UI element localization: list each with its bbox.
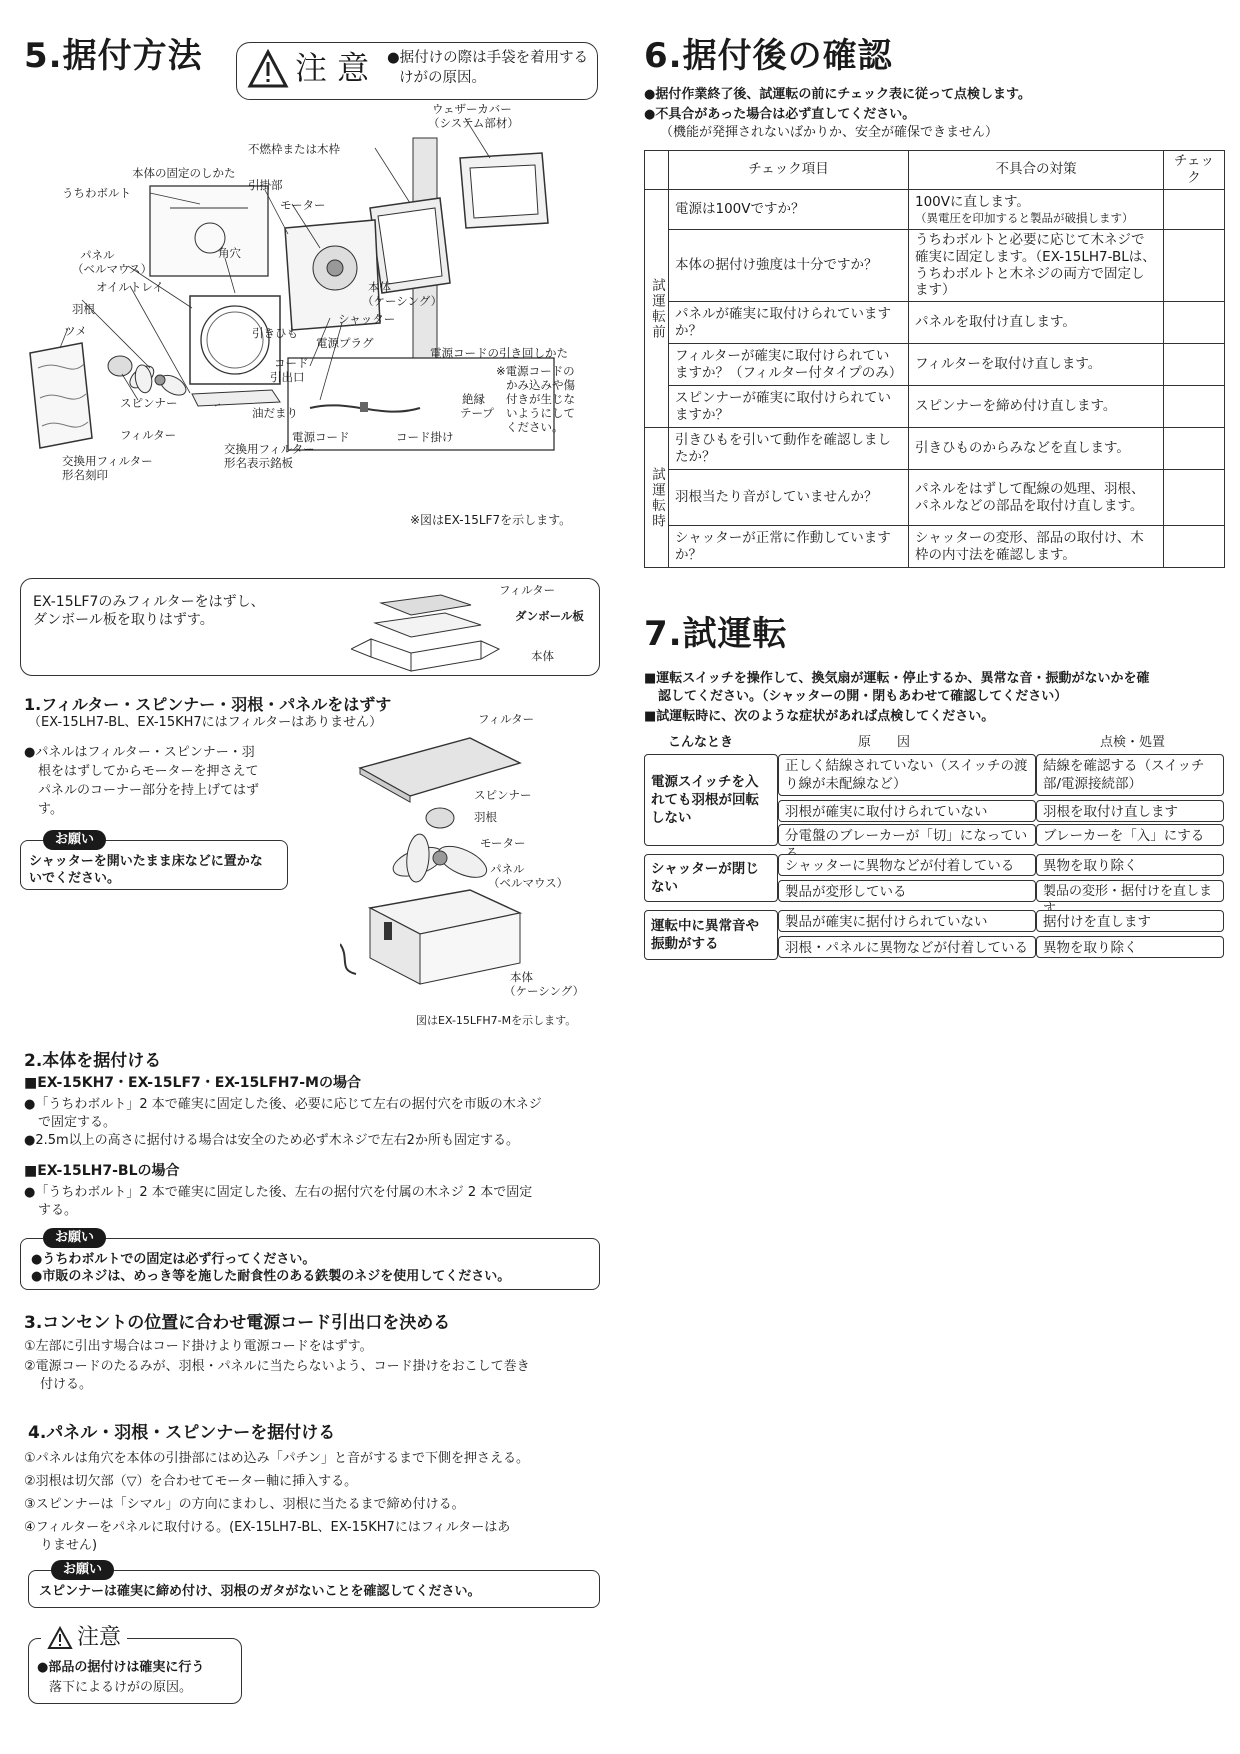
check-table-wrap: [644, 150, 1224, 568]
label-panel-sub: （ベルマウス）: [72, 262, 153, 276]
row-check-cell[interactable]: [1164, 470, 1225, 526]
label-body-sub: （ケーシング）: [362, 294, 443, 308]
cardboard-drawing: [351, 583, 501, 673]
request-badge: お願い: [43, 830, 106, 850]
bottom-caution-heading: 注意: [77, 1625, 122, 1650]
row-item: 本体の据付け強度は十分ですか？: [669, 229, 909, 302]
row-check-cell[interactable]: [1164, 428, 1225, 470]
step1-bullet-1: ●パネルはフィルター・スピンナー・羽: [24, 745, 255, 760]
check-table: [644, 150, 1225, 568]
label-spinner: スピンナー: [120, 396, 178, 410]
label-cord-outlet: コード: [274, 356, 309, 370]
row-item: フィルターが確実に取付けられていますか？（フィルター付タイプのみ）: [669, 344, 909, 386]
group-before-test: 試運転前: [645, 189, 669, 428]
section7-bullet-2: ■試運転時に、次のような症状があれば点検してください。: [644, 709, 995, 724]
header-check: チェック: [1164, 151, 1225, 190]
caution-heading: 注 意: [295, 49, 370, 87]
label-power-cord: 電源コード: [292, 430, 350, 444]
step1-subtitle: （EX-15LH7-BL、EX-15KH7にはフィルターはありません）: [28, 715, 383, 730]
label-hook: 引掛部: [248, 178, 283, 192]
row-fix-note: （異電圧を印加すると製品が破損します）: [915, 210, 1134, 225]
label-pull-string: 引きひも: [252, 326, 298, 340]
row-item: 電源は100Vですか？: [669, 189, 909, 229]
trouble-cause: シャッターに異物などが付着している: [778, 854, 1036, 876]
label-shutter: シャッター: [338, 312, 396, 326]
trouble-header-cause: 原 因: [858, 735, 911, 750]
trouble-action: 異物を取り除く: [1036, 854, 1224, 876]
label-cord-note-1: ※電源コードの: [496, 364, 575, 378]
bottom-caution-box: [28, 1625, 242, 1704]
fig2-label-panel-sub: （ベルマウス）: [488, 876, 569, 890]
step1-title: 1.フィルター・スピンナー・羽根・パネルをはずす: [24, 695, 392, 714]
step4-title: 4.パネル・羽根・スピンナーを据付ける: [28, 1423, 336, 1443]
warning-triangle-icon: [47, 1626, 73, 1650]
table-row: [645, 229, 1225, 302]
row-item: シャッターが正常に作動していますか？: [669, 526, 909, 568]
trouble-action: 製品の変形・据付けを直しま: [1036, 880, 1224, 902]
step2-case-1: ■EX-15KH7・EX-15LF7・EX-15LFH7-Mの場合: [24, 1075, 361, 1091]
table-row: [645, 428, 1225, 470]
label-oil-tray: オイルトレイ: [96, 280, 164, 294]
row-item: 引きひもを引いて動作を確認しましたか？: [669, 428, 909, 470]
step1-request-2: いでください。: [29, 871, 121, 886]
label-filter-mark-2: 形名刻印: [62, 468, 108, 482]
trouble-cause: 羽根が確実に取付けられていない: [778, 800, 1036, 822]
request-badge: お願い: [43, 1228, 106, 1248]
row-fix: パネルをはずして配線の処理、羽根、パネルなどの部品を取付け直します。: [909, 470, 1164, 526]
fig2-label-body: 本体: [510, 970, 533, 984]
trouble-cause: 羽根・パネルに異物などが付着している: [778, 936, 1036, 958]
table-row: [645, 302, 1225, 344]
step4-request: スピンナーは確実に締め付け、羽根のガタがないことを確認してください。: [39, 1584, 481, 1599]
trouble-action: 羽根を取付け直します: [1036, 800, 1224, 822]
step2-request-2: ●市販のネジは、めっき等を施した耐食性のある鉄製のネジを使用してください。: [31, 1269, 511, 1284]
step1-request-box: [20, 832, 288, 890]
step2-case2-bullet-1a: ●「うちわボルト」2 本で確実に固定した後、左右の据付穴を付属の木ネジ 2 本で固定: [24, 1185, 533, 1200]
section7-bullet-1a: ■運転スイッチを操作して、換気扇が運転・停止するか、異常な音・振動がないかを確: [644, 671, 1150, 686]
trouble-action: ブレーカーを「入」にする: [1036, 824, 1224, 846]
row-item: スピンナーが確実に取付けられていますか？: [669, 386, 909, 428]
trouble-cause: 製品が変形している: [778, 880, 1036, 902]
row-check-cell[interactable]: [1164, 386, 1225, 428]
label-filter-plate: 交換用フィルター: [224, 442, 315, 456]
trouble-table: [644, 754, 1224, 960]
cardboard-text-2: ダンボール板を取りはずす。: [33, 612, 214, 628]
label-cord-note-4: いようにして: [506, 406, 575, 420]
fig2-label-panel: パネル: [490, 862, 525, 876]
step3-title: 3.コンセントの位置に合わせ電源コード引出口を決める: [24, 1313, 451, 1333]
cardboard-label-board: ダンボール板: [515, 609, 584, 623]
step1-bullet-4: す。: [38, 802, 63, 817]
table-row: [645, 386, 1225, 428]
row-check-cell[interactable]: [1164, 526, 1225, 568]
table-row: [645, 526, 1225, 568]
trouble-when-3: 運転中に異常音や振動がする: [644, 910, 778, 960]
label-filter-mark: 交換用フィルター: [62, 454, 153, 468]
bottom-caution-line-1: ●部品の据付けは確実に行う: [37, 1660, 205, 1675]
label-weather-cover: ウェザーカバー: [432, 102, 512, 116]
table-row: [645, 344, 1225, 386]
label-blade: 羽根: [72, 302, 95, 316]
step4-item-2: ②羽根は切欠部（▽）を合わせてモーター軸に挿入する。: [24, 1474, 358, 1489]
label-filter-plate-2: 形名表示銘板: [224, 456, 293, 470]
disassembly-figure: [340, 708, 600, 1030]
label-insulation: 絶縁: [462, 392, 485, 406]
fig2-label-motor: モーター: [480, 836, 526, 850]
row-fix: シャッターの変形、部品の取付け、木枠の内寸法を確認します。: [909, 526, 1164, 568]
label-panel: パネル: [80, 248, 115, 262]
request-badge: お願い: [51, 1560, 114, 1580]
section6-bullet-1: ●据付作業終了後、試運転の前にチェック表に従って点検します。: [644, 87, 1031, 102]
step3-item-1: ①左部に引出す場合はコード掛けより電源コードをはずす。: [24, 1339, 373, 1354]
step2-case1-bullet-1a: ●「うちわボルト」2 本で確実に固定した後、必要に応じて左右の据付穴を市販の木ネジ: [24, 1097, 542, 1112]
fig2-note: 図はEX-15LFH7-Mを示します。: [416, 1014, 577, 1027]
label-cord-hook: コード掛け: [396, 430, 454, 444]
trouble-cause: 分電盤のブレーカーが「切」になってい: [778, 824, 1036, 846]
fig2-label-blade: 羽根: [474, 810, 497, 824]
label-oil-pool: 油だまり: [252, 406, 298, 420]
trouble-cause: 製品が確実に据付けられていない: [778, 910, 1036, 932]
check-table-header: [645, 151, 1225, 190]
label-fix-method: 本体の固定のしかた: [132, 166, 236, 180]
section6-title: 6.据付後の確認: [644, 36, 893, 76]
label-body: 本体: [368, 280, 391, 294]
caution-line-1: ●据付けの際は手袋を着用する: [387, 50, 589, 66]
row-fix: うちわボルトと必要に応じて木ネジで確実に固定します。（EX-15LH7-BLは、うちわボルトと木ネジの両方で固定します）: [909, 229, 1164, 302]
figure-note: ※図はEX-15LF7を示します。: [410, 513, 572, 527]
warning-triangle-icon: [247, 49, 289, 89]
row-fix-main: 100Vに直します。: [915, 193, 1030, 210]
section5-title: 5.据付方法: [24, 36, 203, 76]
row-fix: 引きひものからみなどを直します。: [909, 428, 1164, 470]
label-bolt: うちわボルト: [62, 186, 131, 200]
step4-item-3: ③スピンナーは「シマル」の方向にまわし、羽根に当たるまで締め付ける。: [24, 1497, 465, 1512]
section7-bullet-1b: 認してください。（シャッターの開・閉もあわせて確認してください）: [658, 689, 1068, 704]
step3-item-2a: ②電源コードのたるみが、羽根・パネルに当たらないよう、コード掛けをおこして巻き: [24, 1359, 530, 1374]
step2-request-box: [20, 1230, 600, 1290]
fig2-label-filter: フィルター: [478, 712, 535, 726]
trouble-action: 結線を確認する（スイッチ部/電源接続部）: [1036, 754, 1224, 796]
trouble-action: 異物を取り除く: [1036, 936, 1224, 958]
row-fix: フィルターを取付け直します。: [909, 344, 1164, 386]
trouble-cause: 正しく結線されていない（スイッチの渡り線が未配線など）: [778, 754, 1036, 796]
step2-case1-bullet-1b: で固定する。: [38, 1115, 117, 1130]
row-fix: パネルを取付け直します。: [909, 302, 1164, 344]
installation-diagram: [20, 102, 600, 538]
row-check-cell[interactable]: [1164, 302, 1225, 344]
row-check-cell[interactable]: [1164, 229, 1225, 302]
step2-title: 2.本体を据付ける: [24, 1051, 162, 1071]
section6-bullet-2: ●不具合があった場合は必ず直してください。: [644, 107, 916, 122]
label-cord-route: 電源コードの引き回しかた: [430, 346, 568, 360]
fig2-label-body-sub: （ケーシング）: [504, 984, 585, 998]
label-cord-outlet-2: 引出口: [270, 370, 305, 384]
step4-request-box: [28, 1562, 600, 1608]
section6-bullet-2-sub: （機能が発揮されないばかりか、安全が確保できません）: [660, 125, 999, 140]
cardboard-label-filter: フィルター: [499, 583, 556, 597]
step2-case2-bullet-1b: する。: [38, 1203, 78, 1218]
label-tab: ツメ: [64, 324, 87, 338]
cardboard-label-body: 本体: [531, 649, 554, 663]
trouble-when-2: シャッターが閉じない: [644, 854, 778, 902]
step4-item-4a: ④フィルターをパネルに取付ける。(EX-15LH7-BL、EX-15KH7にはフィルターはあ: [24, 1520, 511, 1535]
caution-line-2: けがの原因。: [399, 70, 486, 86]
label-motor: モーター: [280, 198, 326, 212]
step2-case1-bullet-2: ●2.5m以上の高さに据付ける場合は安全のため必ず木ネジで左右2か所も固定する。: [24, 1133, 519, 1148]
row-fix: スピンナーを締め付け直します。: [909, 386, 1164, 428]
bottom-caution-header: [41, 1623, 127, 1653]
trouble-header-action: 点検・処置: [1100, 735, 1166, 750]
row-item: パネルが確実に取付けられていますか？: [669, 302, 909, 344]
step2-case-2: ■EX-15LH7-BLの場合: [24, 1163, 180, 1179]
row-item: 羽根当たり音がしていませんか？: [669, 470, 909, 526]
row-check-cell[interactable]: [1164, 189, 1225, 229]
disassembly-drawing: [340, 708, 560, 1008]
trouble-action: 据付けを直します: [1036, 910, 1224, 932]
label-cord-note-5: ください。: [506, 420, 564, 434]
label-cord-note-3: 付きが生じな: [506, 392, 575, 406]
group-during-test: 試運転時: [645, 428, 669, 568]
cardboard-note-box: [20, 578, 600, 676]
label-fire-frame: 不燃枠または木枠: [248, 142, 340, 156]
label-square-hole: 角穴: [218, 246, 241, 260]
step1-request-1: シャッターを開いたまま床などに置かな: [29, 854, 263, 869]
step1-bullet-3: パネルのコーナー部分を持上げてはず: [38, 783, 260, 798]
step2-request-1: ●うちわボルトでの固定は必ず行ってください。: [31, 1252, 316, 1267]
header-check-item: チェック項目: [669, 151, 909, 190]
row-check-cell[interactable]: [1164, 344, 1225, 386]
caution-box-top: [236, 42, 598, 100]
section7-title: 7.試運転: [644, 614, 788, 654]
table-row: [645, 189, 1225, 229]
label-weather-cover-sub: （システム部材）: [428, 116, 519, 130]
step4-item-4b: りません): [40, 1538, 98, 1553]
label-insulation-2: テープ: [460, 406, 494, 420]
fig2-label-spinner: スピンナー: [474, 788, 532, 802]
table-row: [645, 470, 1225, 526]
trouble-when-1: 電源スイッチを入れても羽根が回転しない: [644, 754, 778, 846]
header-blank: [645, 151, 669, 190]
label-cord-note-2: かみ込みや傷: [506, 378, 575, 392]
step3-item-2b: 付ける。: [40, 1377, 93, 1392]
label-plug: 電源プラグ: [316, 336, 374, 350]
label-filter: フィルター: [120, 428, 177, 442]
header-fix: 不具合の対策: [909, 151, 1164, 190]
cardboard-text-1: EX-15LF7のみフィルターをはずし、: [33, 594, 265, 610]
step4-item-1: ①パネルは角穴を本体の引掛部にはめ込み「パチン」と音がするまで下側を押さえる。: [24, 1451, 530, 1466]
row-fix: [909, 189, 1164, 229]
trouble-header-when: こんなとき: [668, 735, 734, 750]
step1-bullet-2: 根をはずしてからモーターを押さえて: [38, 764, 259, 779]
bottom-caution-line-2: 落下によるけがの原因。: [49, 1680, 193, 1695]
